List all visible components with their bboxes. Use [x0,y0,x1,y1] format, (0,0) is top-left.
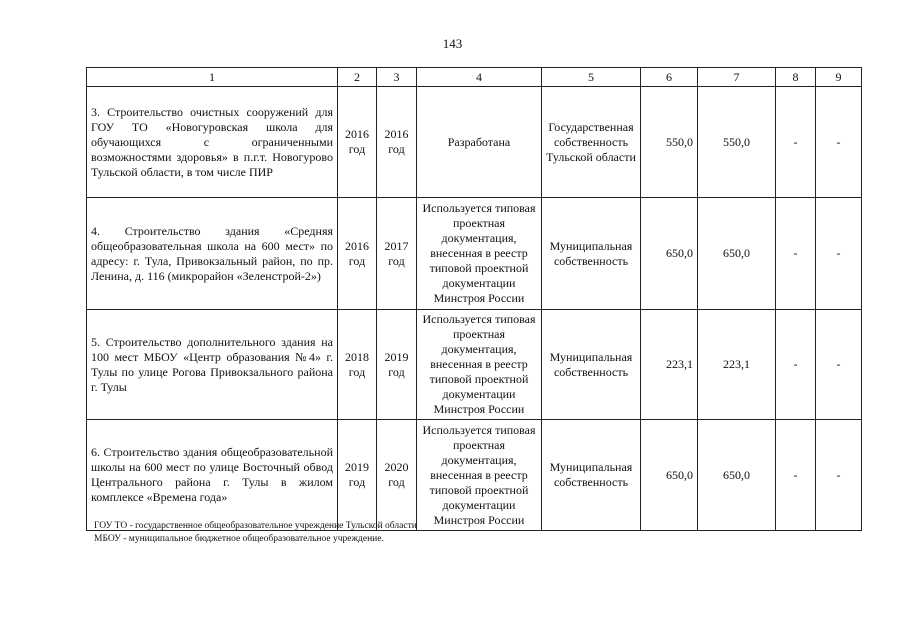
column-header: 9 [816,68,862,87]
column-header: 6 [641,68,698,87]
value-col7-cell: 550,0 [698,87,776,198]
project-name-cell: 3. Строительство очистных сооружений для ГОУ ТО «Новогуровская школа для обучающихся с ограниченными возможностями здоровья» в п.г.т. Новогурово Тульской области, в том числе ПИР [87,87,338,198]
value-col8-cell: - [776,420,816,531]
project-name-cell: 6. Строительство здания общеобразовательной школы на 600 мест по улице Восточный обвод Центрального района г. Тулы в жилом комплексе «Времена года» [87,420,338,531]
ownership-cell: Муниципальная собственность [542,420,641,531]
table-row [87,420,862,531]
value-col7-cell: 650,0 [698,198,776,310]
table-row [87,310,862,420]
ownership-cell: Муниципальная собственность [542,198,641,310]
value-col6-cell: 223,1 [641,310,698,420]
column-header: 7 [698,68,776,87]
documentation-cell: Используется типовая проектная документация, внесенная в реестр типовой проектной документации Минстроя России [417,198,542,310]
project-name-cell: 4. Строительство здания «Средняя общеобразовательная школа на 600 мест» по адресу: г. Тула, Привокзальный район, по пр. Ленина, д. 116 (микрорайон «Зеленстрой-2») [87,198,338,310]
table-header-row [87,68,862,87]
value-col6-cell: 550,0 [641,87,698,198]
projects-table [86,67,862,531]
column-header: 3 [377,68,417,87]
start-year-cell: 2016 год [338,198,377,310]
column-header: 1 [87,68,338,87]
column-header: 8 [776,68,816,87]
value-col7-cell: 223,1 [698,310,776,420]
column-header: 5 [542,68,641,87]
value-col7-cell: 650,0 [698,420,776,531]
end-year-cell: 2016 год [377,87,417,198]
footnotes [94,520,417,546]
column-header: 4 [417,68,542,87]
ownership-cell: Муниципальная собственность [542,310,641,420]
value-col9-cell: - [816,310,862,420]
column-header: 2 [338,68,377,87]
end-year-cell: 2017 год [377,198,417,310]
end-year-cell: 2020 год [377,420,417,531]
value-col9-cell: - [816,87,862,198]
end-year-cell: 2019 год [377,310,417,420]
footnote: ГОУ ТО - государственное общеобразовательное учреждение Тульской области [94,521,417,531]
value-col6-cell: 650,0 [641,420,698,531]
value-col8-cell: - [776,310,816,420]
documentation-cell: Используется типовая проектная документация, внесенная в реестр типовой проектной документации Минстроя России [417,420,542,531]
start-year-cell: 2018 год [338,310,377,420]
project-name-cell: 5. Строительство дополнительного здания на 100 мест МБОУ «Центр образования №4» г. Тулы по улице Рогова Привокзального района г. Тулы [87,310,338,420]
table-row [87,198,862,310]
value-col8-cell: - [776,87,816,198]
start-year-cell: 2019 год [338,420,377,531]
value-col9-cell: - [816,420,862,531]
documentation-cell: Разработана [417,87,542,198]
footnote: МБОУ - муниципальное бюджетное общеобразовательное учреждение. [94,534,384,544]
value-col6-cell: 650,0 [641,198,698,310]
start-year-cell: 2016 год [338,87,377,198]
value-col9-cell: - [816,198,862,310]
value-col8-cell: - [776,198,816,310]
documentation-cell: Используется типовая проектная документация, внесенная в реестр типовой проектной документации Минстроя России [417,310,542,420]
page-number: 143 [442,36,463,51]
table-row [87,87,862,198]
ownership-cell: Государственная собственность Тульской области [542,87,641,198]
